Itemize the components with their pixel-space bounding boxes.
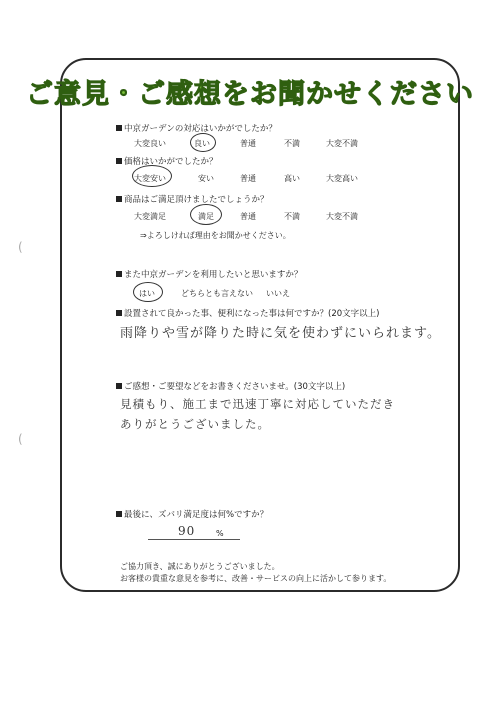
option-very-good[interactable]: 大変良い xyxy=(134,139,166,148)
option-normal[interactable]: 普通 xyxy=(240,174,256,183)
option-cheap[interactable]: 安い xyxy=(198,174,214,183)
binding-mark: ( xyxy=(18,240,23,254)
option-very-dissatisfied[interactable]: 大変不満 xyxy=(326,212,358,221)
comments-answer-line-1[interactable]: 見積もり、施工まで迅速丁寧に対応していただき xyxy=(120,397,395,411)
option-normal[interactable]: 普通 xyxy=(240,212,256,221)
binding-mark: ( xyxy=(18,432,23,446)
option-satisfied[interactable]: 満足 xyxy=(198,212,214,221)
option-dissatisfied[interactable]: 不満 xyxy=(284,212,300,221)
form-title: ご意見・ご感想をお聞かせください xyxy=(26,79,474,110)
selection-circle xyxy=(133,282,163,302)
option-good[interactable]: 良い xyxy=(194,139,210,148)
selection-circle xyxy=(190,204,222,225)
reason-prompt: ⇒よろしければ理由をお聞かせください。 xyxy=(140,231,291,240)
question-benefits: 設置されて良かった事、便利になった事は何ですか？(20文字以上) xyxy=(116,307,379,319)
question-reuse: また中京ガーデンを利用したいと思いますか？ xyxy=(116,268,302,280)
improvement-note: お客様の貴重な意見を参考に、改善・サービスの向上に活かして参ります。 xyxy=(120,574,392,583)
option-neutral[interactable]: どちらとも言えない xyxy=(181,289,253,298)
option-dissatisfied[interactable]: 不満 xyxy=(284,139,300,148)
square-bullet-icon xyxy=(116,271,122,277)
benefits-answer[interactable]: 雨降りや雪が降りた時に気を使わずにいられます。 xyxy=(120,326,441,341)
option-very-expensive[interactable]: 大変高い xyxy=(326,174,358,183)
option-yes[interactable]: はい xyxy=(139,289,155,298)
question-comments: ご感想・ご要望などをお書きくださいませ。(30文字以上) xyxy=(116,380,345,392)
question-staff-response: 中京ガーデンの対応はいかがでしたか？ xyxy=(116,122,277,134)
option-very-satisfied[interactable]: 大変満足 xyxy=(134,212,166,221)
option-no[interactable]: いいえ xyxy=(266,289,290,298)
percent-unit: % xyxy=(216,529,224,538)
option-very-dissatisfied[interactable]: 大変不満 xyxy=(326,139,358,148)
answer-underline xyxy=(148,539,240,540)
option-expensive[interactable]: 高い xyxy=(284,174,300,183)
option-normal[interactable]: 普通 xyxy=(240,139,256,148)
square-bullet-icon xyxy=(116,383,122,389)
square-bullet-icon xyxy=(116,196,122,202)
square-bullet-icon xyxy=(116,158,122,164)
selection-circle xyxy=(132,165,172,187)
square-bullet-icon xyxy=(116,511,122,517)
question-product-satisfaction: 商品はご満足頂けましたでしょうか？ xyxy=(116,193,269,205)
question-satisfaction-percent: 最後に、ズバリ満足度は何%ですか？ xyxy=(116,508,268,520)
thanks-note: ご協力頂き、誠にありがとうございました。 xyxy=(120,562,280,571)
question-price: 価格はいかがでしたか？ xyxy=(116,155,218,167)
option-very-cheap[interactable]: 大変安い xyxy=(134,174,166,183)
selection-circle xyxy=(190,133,216,152)
comments-answer-line-2[interactable]: ありがとうございました。 xyxy=(120,417,270,431)
square-bullet-icon xyxy=(116,310,122,316)
square-bullet-icon xyxy=(116,125,122,131)
satisfaction-percent-value[interactable]: 90 xyxy=(178,524,196,538)
